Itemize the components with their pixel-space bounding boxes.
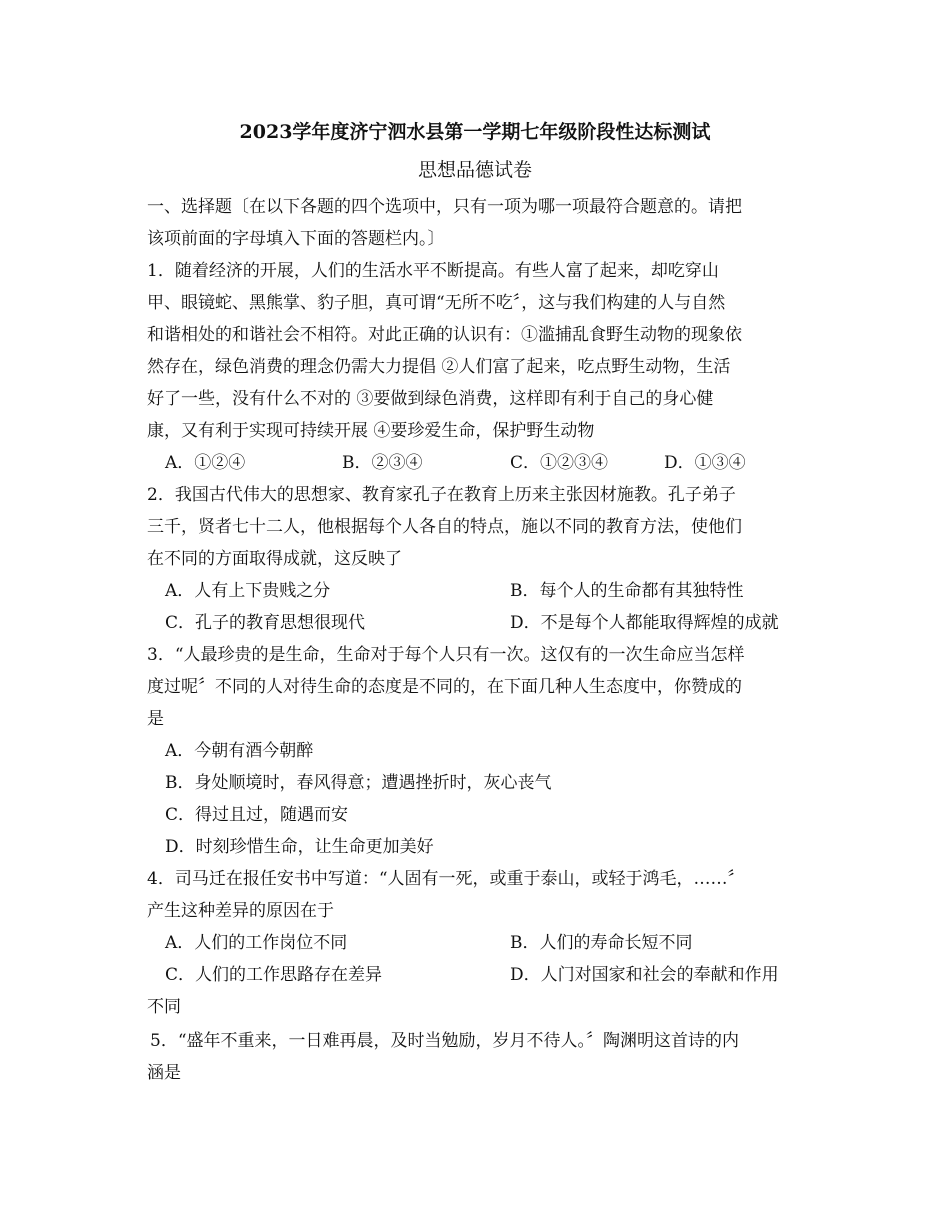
question-1-line: 然存在，绿色消费的理念仍需大力提倡 ②人们富了起来，吃点野生动物，生活 <box>147 357 731 377</box>
question-4-line: 4．司马迁在报任安书中写道：“人固有一死，或重于泰山，或轻于鸿毛，……〞 <box>147 869 745 889</box>
question-4-option-d: D．人门对国家和社会的奉献和作用 <box>510 965 779 985</box>
question-3-line: 3．“人最珍贵的是生命，生命对于每个人只有一次。这仅有的一次生命应当怎样 <box>147 645 745 665</box>
question-2-line: 在不同的方面取得成就，这反映了 <box>147 549 402 569</box>
question-3-line: 是 <box>147 709 164 729</box>
question-5-line: 涵是 <box>147 1063 181 1083</box>
question-1-line: 1．随着经济的开展，人们的生活水平不断提高。有些人富了起来，却吃穿山 <box>147 261 719 281</box>
question-2-option-c: C．孔子的教育思想很现代 <box>165 613 366 633</box>
question-2-option-d: D．不是每个人都能取得辉煌的成就 <box>510 613 779 633</box>
exam-title: 2023学年度济宁泗水县第一学期七年级阶段性达标测试 <box>239 121 711 143</box>
question-4-option-c: C．人们的工作思路存在差异 <box>165 965 383 985</box>
question-2-option-b: B．每个人的生命都有其独特性 <box>510 581 744 601</box>
question-3-option-c: C．得过且过，随遇而安 <box>165 805 349 825</box>
question-1-option-d: D．①③④ <box>664 453 746 473</box>
question-5-line: 5．“盛年不重来，一日难再晨，及时当勉励，岁月不待人。〞陶渊明这首诗的内 <box>150 1031 740 1051</box>
question-4-line: 产生这种差异的原因在于 <box>147 901 334 921</box>
question-1-option-c: C．①②③④ <box>510 453 609 473</box>
question-1-line: 和谐相处的和谐社会不相符。对此正确的认识有：①滥捕乱食野生动物的现象依 <box>147 325 742 345</box>
question-3-option-a: A．今朝有酒今朝醉 <box>165 741 314 761</box>
question-1-option-b: B．②③④ <box>342 453 423 473</box>
question-4-option-b: B．人们的寿命长短不同 <box>510 933 693 953</box>
section-instruction-line: 该项前面的字母填入下面的答题栏内。〕 <box>147 229 445 249</box>
question-1-option-a: A．①②④ <box>165 453 246 473</box>
question-1-line: 甲、眼镜蛇、黑熊掌、豹子胆，真可谓“无所不吃〞，这与我们构建的人与自然 <box>147 293 726 313</box>
question-1-line: 康，又有利于实现可持续开展 ④要珍爱生命，保护野生动物 <box>147 421 595 441</box>
question-3-option-d: D．时刻珍惜生命，让生命更加美好 <box>165 837 434 857</box>
section-instruction-line: 一、选择题〔在以下各题的四个选项中，只有一项为哪一项最符合题意的。请把 <box>147 197 742 217</box>
exam-subtitle: 思想品德试卷 <box>417 159 532 181</box>
question-2-line: 2．我国古代伟大的思想家、教育家孔子在教育上历来主张因材施教。孔子弟子 <box>147 485 736 505</box>
question-4-option-d-continuation: 不同 <box>147 997 181 1017</box>
question-4-option-a: A．人们的工作岗位不同 <box>165 933 348 953</box>
question-2-option-a: A．人有上下贵贱之分 <box>165 581 331 601</box>
question-2-line: 三千，贤者七十二人，他根据每个人各自的特点，施以不同的教育方法，使他们 <box>147 517 742 537</box>
question-1-line: 好了一些，没有什么不对的 ③要做到绿色消费，这样即有利于自己的身心健 <box>147 389 714 409</box>
question-3-option-b: B．身处顺境时，春风得意；遭遇挫折时，灰心丧气 <box>165 773 552 793</box>
question-3-line: 度过呢〞不同的人对待生命的态度是不同的，在下面几种人生态度中，你赞成的 <box>147 677 742 697</box>
